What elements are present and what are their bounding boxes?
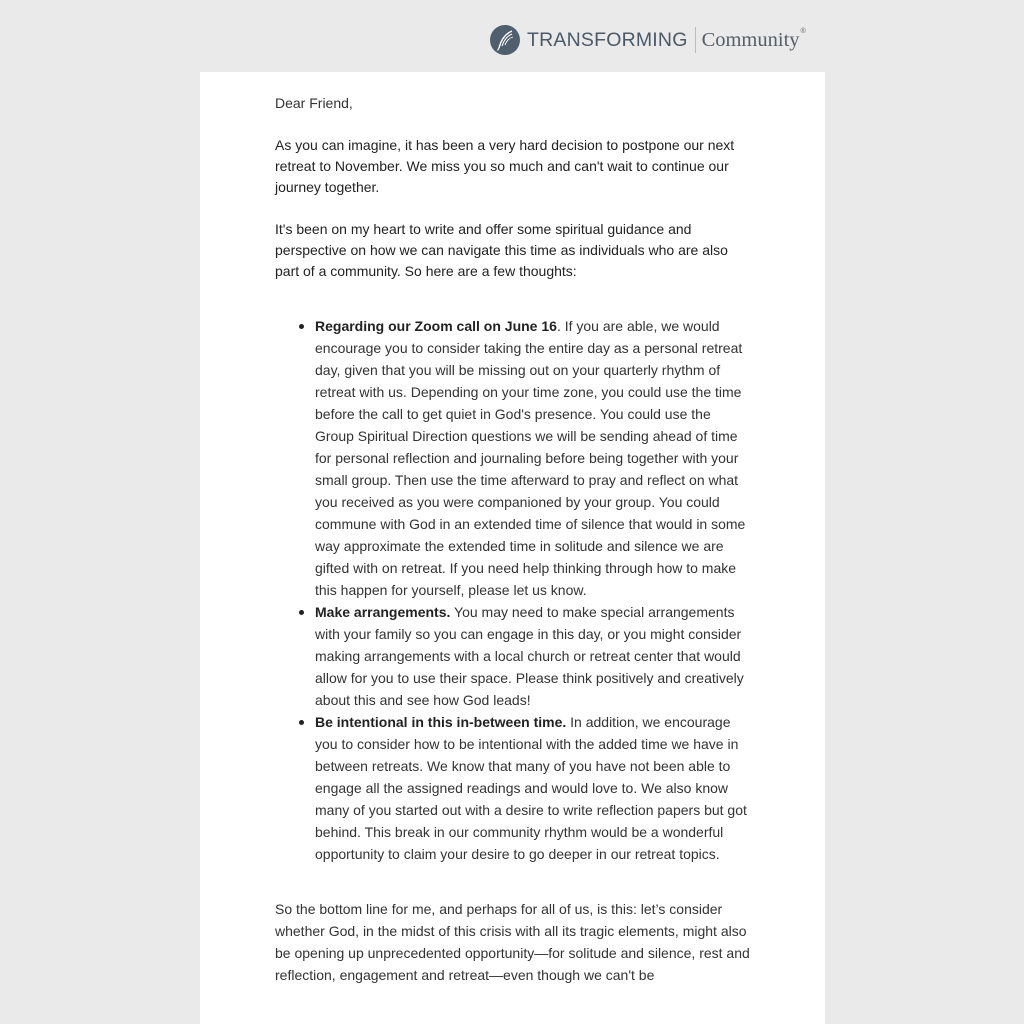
letter-body (275, 93, 753, 986)
email-header (0, 0, 1024, 72)
feather-leaf-icon (490, 25, 520, 55)
transforming-community-logo[interactable] (490, 24, 806, 56)
brand-primary-text: TRANSFORMING (527, 29, 688, 51)
list-item-heading: Be intentional in this in-between time. (315, 714, 567, 730)
paragraph-intro: As you can imagine, it has been a very hard decision to postpone our next retreat to November. We miss you so much and can't wait to continue our journey together. (275, 137, 735, 195)
thoughts-list (275, 315, 753, 865)
list-item-arrangements (315, 601, 753, 711)
list-item-heading: Regarding our Zoom call on June 16 (315, 318, 557, 334)
list-item-body: . If you are able, we would encourage you to consider taking the entire day as a personal retreat day, given that you will be missing out on your quarterly rhythm of retreat with us. Depending on your time zone, you could use the time before the call to get quiet in God's presence. You could use the Group Spiritual Direction questions we will be sending ahead of time for personal reflection and journaling before being together with your small group. Then use the time afterward to pray and reflect on what you received as you were companioned by your group. You could commune with God in an extended time of silence that would in some way approximate the extended time in solitude and silence we are gifted with on retreat. If you need help thinking through how to make this happen for yourself, please let us know. (315, 318, 746, 598)
list-item-zoom-call (315, 315, 753, 601)
brand-secondary-text: Community (701, 29, 800, 51)
registered-mark: ® (800, 28, 806, 35)
brand-divider (695, 27, 696, 53)
list-item-body: You may need to make special arrangements with your family so you can engage in this day, or you might consider making arrangements with a local church or retreat center that would allow for you to use their space. Please think positively and creatively about this and see how God leads! (315, 604, 744, 708)
list-item-intentional (315, 711, 753, 865)
list-item-body: In addition, we encourage you to consider how to be intentional with the added time we have in between retreats. We know that many of you have not been able to engage all the assigned readings and would love to. We also know many of you started out with a desire to write reflection papers but got behind. This break in our community rhythm would be a wonderful opportunity to claim your desire to go deeper in our retreat topics. (315, 714, 747, 862)
greeting: Dear Friend, (275, 95, 353, 111)
paragraph-guidance: It's been on my heart to write and offer some spiritual guidance and perspective on how we can navigate this time as individuals who are also part of a community. So here are a few thoughts: (275, 221, 728, 279)
letter-card (200, 72, 825, 1024)
paragraph-closing: So the bottom line for me, and perhaps for all of us, is this: let’s consider whether God, in the midst of this crisis with all its tragic elements, might also be opening up unprecedented opportunity—for solitude and silence, rest and reflection, engagement and retreat—even though we can't be (275, 901, 750, 983)
list-item-heading: Make arrangements. (315, 604, 451, 620)
